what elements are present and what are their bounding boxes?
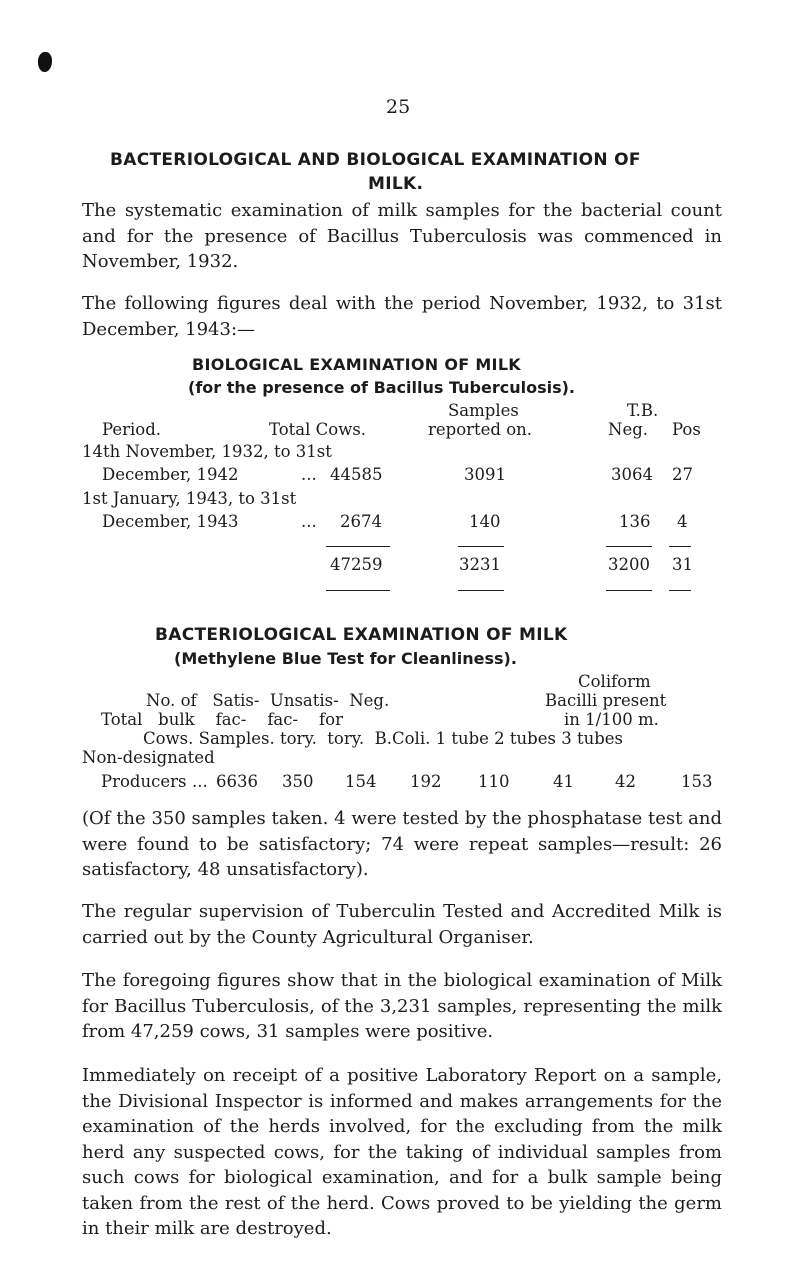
rule-samples-bottom — [458, 590, 504, 591]
row1-neg: 3064 — [611, 465, 653, 484]
header-line2: Total bulk fac- fac- for — [101, 710, 343, 729]
header-pos: Pos — [672, 420, 701, 439]
rule-neg-bottom — [606, 590, 652, 591]
intro-paragraph-2: The following figures deal with the period November, 1932, to 31st December, 1943:— — [82, 293, 722, 340]
row1-period-line2: December, 1942 — [102, 465, 239, 484]
bact-value-unsatisfactory: 192 — [410, 772, 442, 791]
row1-period-line1: 14th November, 1932, to 31st — [82, 442, 332, 461]
paragraph-positive-report: Immediately on receipt of a positive Laboratory Report on a sample, the Divisional Inspector is informed and makes arrangements for the examination of the herds involved, for the excluding from the milk herd any suspected cows, for the taking of individual samples from such cows for biological examination, and for a bulk sample being taken from the rest of the herd. Cows proved to be yielding the germ in their milk are destroyed. — [82, 1065, 722, 1239]
total-samples: 3231 — [459, 555, 501, 574]
row1-pos: 27 — [672, 465, 693, 484]
paragraph-phosphatase: (Of the 350 samples taken. 4 were tested by the phosphatase test and were found to be satisfactory; 74 were repeat samples—result: 26 satisfactory, 48 unsatisfactory). — [82, 808, 722, 880]
header-total-cows: Total Cows. — [269, 420, 367, 439]
row2-period-line1: 1st January, 1943, to 31st — [82, 489, 297, 508]
header-line1: No. of Satis- Unsatis- Neg. — [146, 691, 390, 710]
rule-pos-top — [669, 546, 691, 547]
page-number: 25 — [386, 96, 411, 118]
header-samples-2: reported on. — [428, 420, 533, 439]
punch-hole-mark — [38, 52, 52, 72]
rule-cows-top — [326, 546, 390, 547]
row2-dots: ... — [301, 512, 317, 531]
row-label-non-designated: Non-designated — [82, 748, 215, 767]
header-bacilli-present: Bacilli present — [545, 691, 667, 710]
bact-table-heading: BACTERIOLOGICAL EXAMINATION OF MILK — [155, 625, 568, 645]
row2-cows: 2674 — [340, 512, 382, 531]
row-label-producers: Producers — [101, 772, 187, 791]
bio-table-subheading: (for the presence of Bacillus Tuberculosis). — [188, 378, 576, 397]
bio-table-heading: BIOLOGICAL EXAMINATION OF MILK — [192, 355, 522, 374]
bact-value-3-tubes: 153 — [681, 772, 713, 791]
header-coliform: Coliform — [578, 672, 651, 691]
bact-value-total-cows: 6636 — [216, 772, 258, 791]
row2-neg: 136 — [619, 512, 651, 531]
page-title-line1: BACTERIOLOGICAL AND BIOLOGICAL EXAMINATION OF — [110, 150, 641, 170]
row2-pos: 4 — [677, 512, 688, 531]
header-neg: Neg. — [608, 420, 649, 439]
row1-samples: 3091 — [464, 465, 506, 484]
header-tb: T.B. — [627, 401, 659, 420]
header-line3: Cows. Samples. tory. tory. B.Coli. 1 tube 2 tubes 3 tubes — [143, 729, 623, 748]
paragraph-foregoing: The foregoing figures show that in the biological examination of Milk for Bacillus Tuberculosis, of the 3,231 samples, representing the milk from 47,259 cows, 31 samples were positive. — [82, 970, 722, 1042]
rule-pos-bottom — [669, 590, 691, 591]
header-period: Period. — [102, 420, 162, 439]
total-neg: 3200 — [608, 555, 650, 574]
intro-paragraph-1: The systematic examination of milk samples for the bacterial count and for the presence of Bacillus Tuberculosis was commenced in November, 1932. — [82, 200, 722, 272]
header-in-tube: in 1/100 m. — [564, 710, 659, 729]
bact-row-dots: ... — [192, 772, 208, 791]
bact-value-total-samples: 350 — [282, 772, 314, 791]
rule-cows-bottom — [326, 590, 390, 591]
header-samples-1: Samples — [448, 401, 519, 420]
bact-value-2-tubes: 42 — [615, 772, 636, 791]
total-pos: 31 — [672, 555, 693, 574]
rule-neg-top — [606, 546, 652, 547]
rule-samples-top — [458, 546, 504, 547]
paragraph-supervision: The regular supervision of Tuberculin Tested and Accredited Milk is carried out by the County Agricultural Organiser. — [82, 901, 722, 948]
row1-cows: 44585 — [330, 465, 383, 484]
row1-dots: ... — [301, 465, 317, 484]
bact-table-subheading: (Methylene Blue Test for Cleanliness). — [174, 649, 517, 668]
bact-value-neg-bcoli: 110 — [478, 772, 510, 791]
row2-samples: 140 — [469, 512, 501, 531]
bact-value-1-tube: 41 — [553, 772, 574, 791]
bact-value-satisfactory: 154 — [345, 772, 377, 791]
page-title-line2: MILK. — [368, 174, 424, 194]
total-cows: 47259 — [330, 555, 383, 574]
row2-period-line2: December, 1943 — [102, 512, 239, 531]
